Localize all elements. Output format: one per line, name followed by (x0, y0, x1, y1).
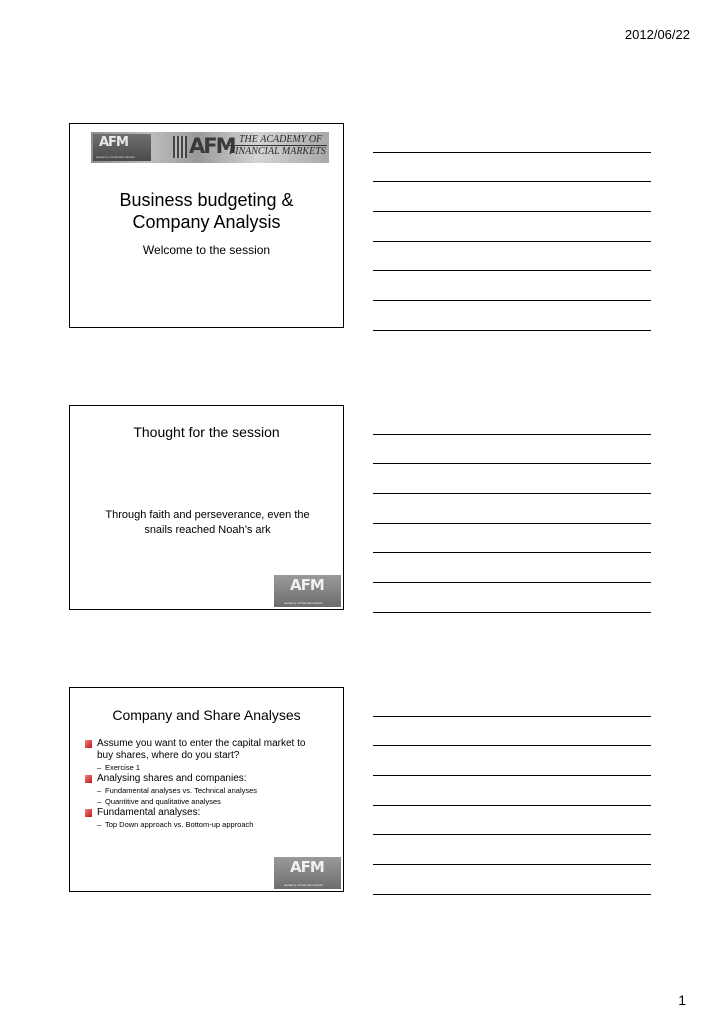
afm-logo-text: AFM (99, 135, 128, 150)
note-line (373, 463, 651, 464)
academy-name-line-2: FINANCIAL MARKETS (229, 146, 326, 157)
sub-bullet-text: Top Down approach vs. Bottom-up approach (105, 820, 254, 829)
slide-3-bullet-list (84, 738, 339, 830)
note-line (373, 805, 651, 806)
note-line (373, 181, 651, 182)
slide-1-title (70, 189, 343, 233)
note-line (373, 523, 651, 524)
note-line (373, 864, 651, 865)
sub-bullet-item: – Top Down approach vs. Bottom-up approach (97, 820, 254, 829)
note-line (373, 612, 651, 613)
slide-1-title-line-1: Business budgeting & (119, 190, 294, 210)
note-line (373, 745, 651, 746)
afm-corner-logo (274, 857, 341, 889)
note-line (373, 552, 651, 553)
note-line (373, 716, 651, 717)
note-line (373, 434, 651, 435)
bullet-text-line-1: Assume you want to enter the capital market to (97, 738, 306, 749)
sub-bullet-text: Exercise 1 (105, 763, 141, 772)
afm-corner-logo (274, 575, 341, 607)
note-line (373, 241, 651, 242)
afm-logo-subtext: academy of financial markets (284, 883, 323, 887)
afm-small-logo (93, 134, 151, 161)
note-line (373, 211, 651, 212)
slide-1 (69, 123, 344, 328)
bullet-text-line-2: buy shares, where do you start? (97, 750, 240, 761)
note-line (373, 582, 651, 583)
afm-logo-text: AFM (290, 858, 324, 876)
bullet-square-icon (85, 740, 92, 748)
slide-2-quote (78, 508, 337, 538)
slide-2-title: Thought for the session (133, 424, 280, 440)
sub-bullet-text: Fundamental analyses vs. Technical analyses (105, 786, 258, 795)
print-date: 2012/06/22 (624, 27, 690, 42)
note-line (373, 894, 651, 895)
sub-bullet-item: – Quantitive and qualitative analyses (97, 797, 221, 806)
slide-1-title-line-2: Company Analysis (132, 212, 281, 232)
afm-logo-subtext: academy of financial markets (96, 155, 135, 159)
sub-bullet-text: Quantitive and qualitative analyses (105, 797, 221, 806)
academy-name-line-1: THE ACADEMY OF (239, 134, 323, 145)
slide-2-quote-line-2: snails reached Noah’s ark (144, 524, 271, 536)
note-line (373, 834, 651, 835)
afm-logo-text: AFM (290, 576, 324, 594)
note-line (373, 152, 651, 153)
afm-logo-subtext: academy of financial markets (284, 601, 323, 605)
slide-2-quote-line-1: Through faith and perseverance, even the (105, 509, 310, 521)
bullet-item (84, 738, 339, 762)
afm-large-logo-text: AFM (189, 134, 235, 158)
sub-bullet-item: – Fundamental analyses vs. Technical analyses (97, 786, 258, 795)
building-bars-icon (173, 136, 187, 158)
note-line (373, 270, 651, 271)
bullet-text-line-1: Fundamental analyses: (97, 807, 201, 818)
sub-bullet-item: – Exercise 1 (97, 763, 141, 772)
academy-logo-banner (91, 132, 329, 163)
bullet-square-icon (85, 809, 92, 817)
slide-2 (69, 405, 344, 610)
slide-1-subtitle: Welcome to the session (142, 243, 271, 257)
bullet-item (84, 807, 339, 819)
bullet-item (84, 773, 339, 785)
note-line (373, 330, 651, 331)
page-number: 1 (678, 992, 686, 1008)
slide-3 (69, 687, 344, 892)
bullet-text-line-1: Analysing shares and companies: (97, 773, 247, 784)
slide-3-title: Company and Share Analyses (112, 707, 301, 723)
bullet-square-icon (85, 775, 92, 783)
note-line (373, 300, 651, 301)
note-line (373, 493, 651, 494)
note-line (373, 775, 651, 776)
